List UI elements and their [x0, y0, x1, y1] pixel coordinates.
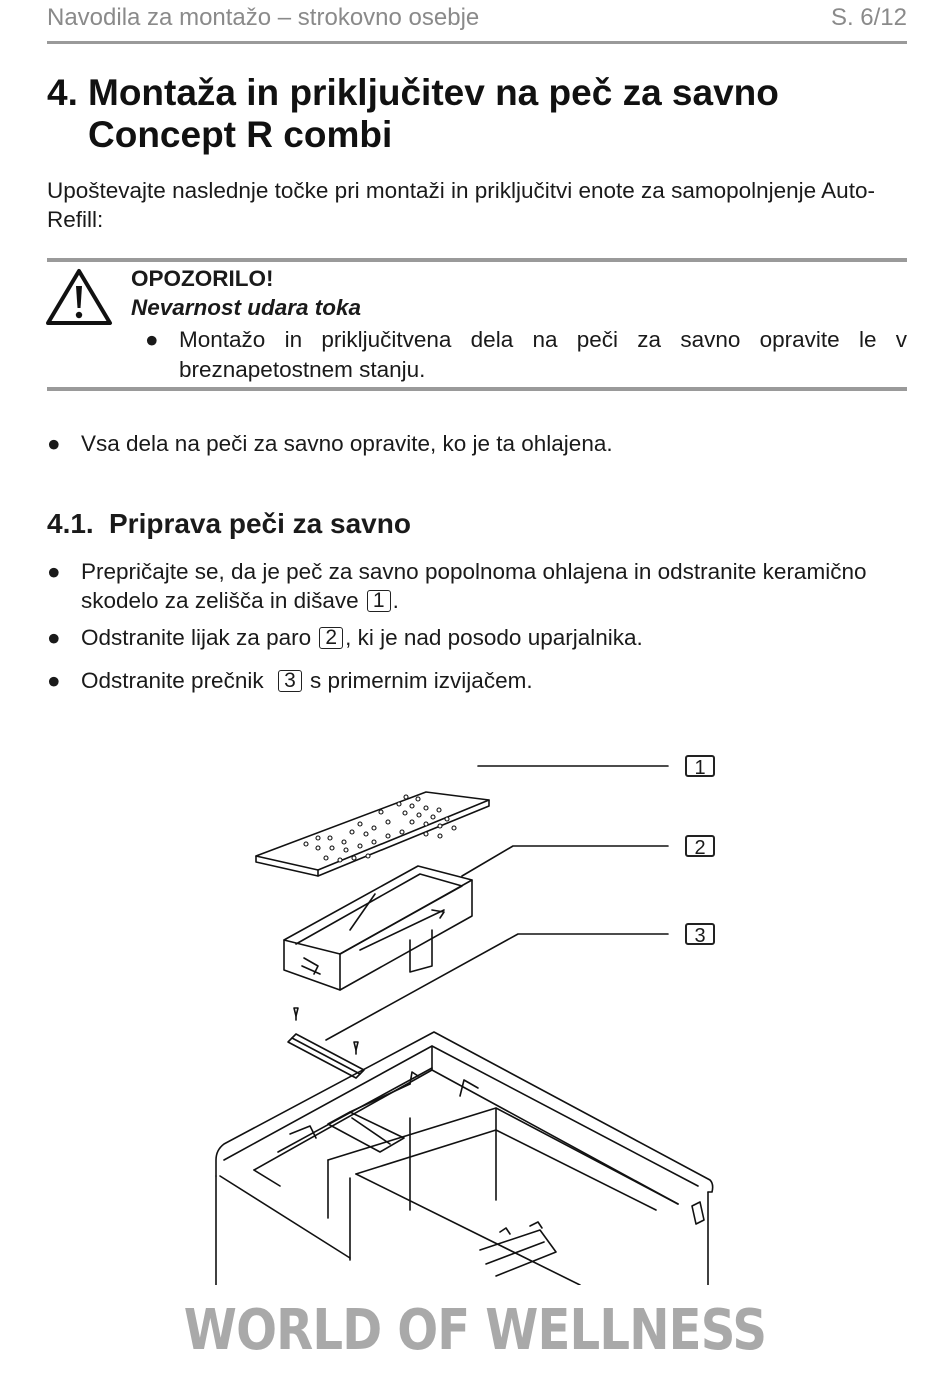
- subsection-heading: [47, 508, 411, 540]
- bullet-dot: ●: [47, 668, 61, 693]
- subsection-number: 4.1.: [47, 508, 94, 539]
- list-item-text: Prepričajte se, da je peč za savno popolnoma ohlajena in odstranite keramično skodelo za zelišča in dišave 1 .: [81, 559, 867, 613]
- leader-line-3: [326, 934, 668, 1040]
- callout-3: 3: [685, 923, 715, 945]
- list-item-text: Odstranite lijak za paro 2 , ki je nad posodo uparjalnika.: [81, 625, 643, 650]
- section-title-line2: Concept R combi: [88, 114, 393, 155]
- screw-pieces: [294, 1008, 358, 1054]
- page-number: S. 6/12: [830, 4, 907, 31]
- leader-line-2: [462, 846, 668, 876]
- warning-title: OPOZORILO!: [131, 266, 274, 291]
- header-divider: [47, 41, 907, 44]
- warning-triangle-icon: [45, 268, 113, 326]
- warning-bullet: [145, 325, 907, 385]
- callout-2: 2: [685, 835, 715, 857]
- reference-badge-3: 3: [278, 670, 302, 692]
- exploded-view-drawing: [200, 740, 760, 1285]
- steam-funnel-part: [284, 866, 472, 990]
- list-item-text: Vsa dela na peči za savno opravite, ko je ta ohlajena.: [81, 431, 613, 456]
- intro-paragraph: Upoštevajte naslednje točke pri montaži in priključitvi enote za samopolnjenje Auto-Refill:: [47, 178, 875, 232]
- warning-top-rule: [47, 258, 907, 262]
- stove-parts-illustration: [200, 740, 760, 1285]
- subsection-title: Priprava peči za savno: [109, 508, 411, 539]
- section-heading: [47, 72, 779, 156]
- list-item-text: Odstranite prečnik 3 s primernim izvijačem.: [81, 668, 533, 693]
- bullet-dot: ●: [47, 625, 61, 650]
- page-header: [47, 4, 907, 42]
- callout-1: 1: [685, 755, 715, 777]
- section-title-line1: Montaža in priključitev na peč za savno: [88, 72, 779, 113]
- bullet-dot: ●: [145, 327, 159, 352]
- warning-subtitle: Nevarnost udara toka: [131, 295, 362, 320]
- list-item: [47, 623, 907, 652]
- warning-bottom-rule: [47, 387, 907, 391]
- reference-badge-1: 1: [367, 590, 391, 612]
- bullet-dot: ●: [47, 431, 61, 456]
- warning-bullet-text: Montažo in priključitvena dela na peči za savno opravite le v breznapetostnem stanju.: [179, 327, 907, 382]
- section-number: 4.: [47, 72, 78, 113]
- list-item: [47, 557, 907, 615]
- sauna-stove-body: [216, 1032, 713, 1285]
- bullet-dot: ●: [47, 559, 61, 584]
- list-item: [47, 666, 907, 695]
- list-item: [47, 429, 907, 458]
- ceramic-herb-bowl-part: [256, 792, 489, 876]
- reference-badge-2: 2: [319, 627, 343, 649]
- document-title: Navodila za montažo – strokovno osebje: [47, 4, 480, 31]
- brand-footer: WORLD OF WELLNESS: [183, 1298, 767, 1363]
